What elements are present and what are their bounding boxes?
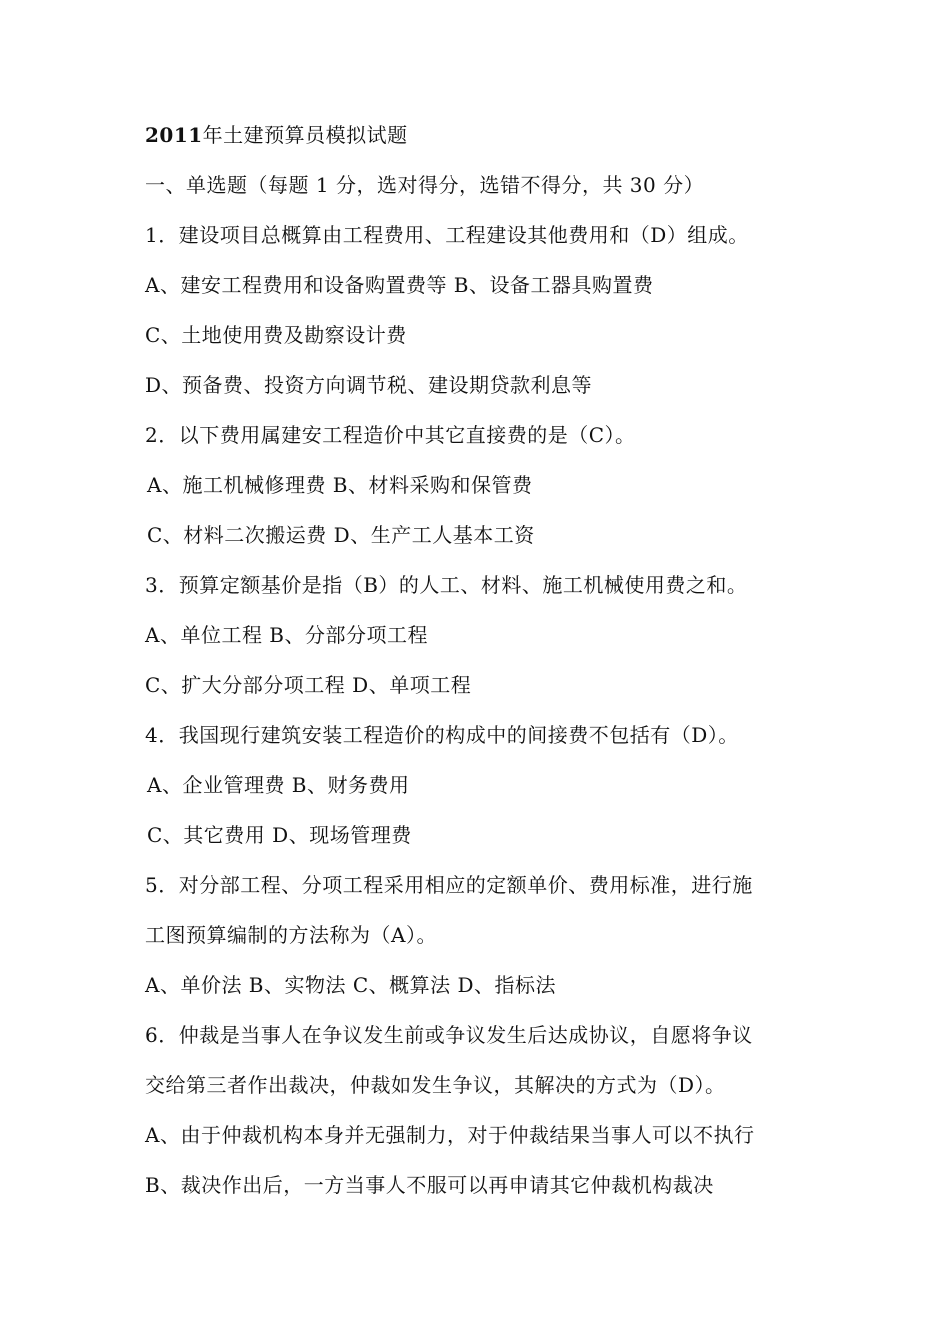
question-1: 1．建设项目总概算由工程费用、工程建设其他费用和（D）组成。 <box>145 223 749 247</box>
q2-option-ab: A、施工机械修理费 B、材料采购和保管费 <box>147 473 533 497</box>
q5-options: A、单价法 B、实物法 C、概算法 D、指标法 <box>145 973 557 997</box>
question-5-line-2: 工图预算编制的方法称为（A）。 <box>145 923 437 947</box>
question-4: 4．我国现行建筑安装工程造价的构成中的间接费不包括有（D）。 <box>145 723 739 747</box>
question-3: 3．预算定额基价是指（B）的人工、材料、施工机械使用费之和。 <box>145 573 748 597</box>
title-year: 2011 <box>145 123 203 147</box>
q3-option-cd: C、扩大分部分项工程 D、单项工程 <box>145 673 472 697</box>
q6-option-a: A、由于仲裁机构本身并无强制力，对于仲裁结果当事人可以不执行 <box>145 1123 755 1147</box>
q1-option-d: D、预备费、投资方向调节税、建设期贷款利息等 <box>145 373 593 397</box>
q3-option-ab: A、单位工程 B、分部分项工程 <box>145 623 428 647</box>
q2-option-cd: C、材料二次搬运费 D、生产工人基本工资 <box>147 523 535 547</box>
question-6-line-1: 6．仲裁是当事人在争议发生前或争议发生后达成协议，自愿将争议 <box>145 1023 753 1047</box>
q1-option-c: C、土地使用费及勘察设计费 <box>145 323 407 347</box>
q1-option-ab: A、建安工程费用和设备购置费等 B、设备工器具购置费 <box>145 273 654 297</box>
document-title <box>145 115 825 165</box>
question-5-line-1: 5．对分部工程、分项工程采用相应的定额单价、费用标准，进行施 <box>145 873 753 897</box>
q6-option-b: B、裁决作出后，一方当事人不服可以再申请其它仲裁机构裁决 <box>145 1173 714 1197</box>
title-text: 年土建预算员模拟试题 <box>202 123 408 147</box>
question-2: 2．以下费用属建安工程造价中其它直接费的是（C）。 <box>145 423 636 447</box>
q4-option-cd: C、其它费用 D、现场管理费 <box>147 823 412 847</box>
document-body <box>145 115 825 1215</box>
q4-option-ab: A、企业管理费 B、财务费用 <box>147 773 410 797</box>
question-6-line-2: 交给第三者作出裁决，仲裁如发生争议，其解决的方式为（D）。 <box>145 1073 726 1097</box>
section-heading: 一、单选题（每题 1 分，选对得分，选错不得分，共 30 分） <box>145 173 705 197</box>
